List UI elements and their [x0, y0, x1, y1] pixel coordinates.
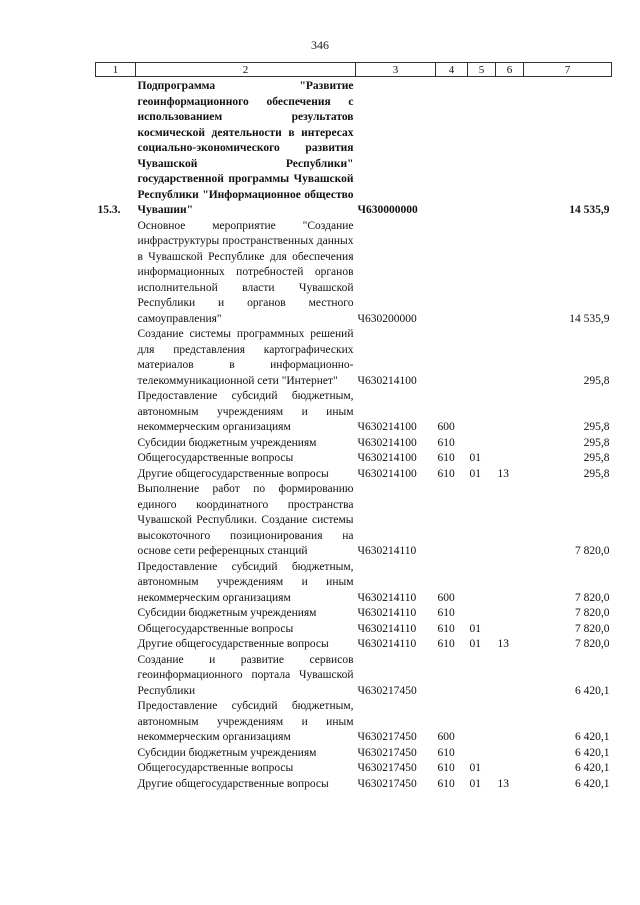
- table-row: [96, 436, 612, 452]
- row-subsection: [496, 761, 524, 777]
- table-row: [96, 482, 612, 560]
- row-number: 15.3.: [97, 204, 121, 216]
- row-number: [96, 653, 136, 700]
- header-row: [96, 63, 612, 77]
- row-number: [96, 451, 136, 467]
- row-section: [468, 746, 496, 762]
- row-expense-type: 610: [437, 777, 455, 790]
- row-amount: 6 420,1: [575, 746, 610, 759]
- row-target-code: Ч630214100: [357, 421, 417, 433]
- row-amount: 7 820,0: [575, 545, 610, 557]
- row-subsection: [496, 699, 524, 746]
- row-name: Предоставление субсидий бюджетным, автономным учреждениям и иным некоммерческим организациям: [137, 700, 354, 743]
- row-amount: 14 535,9: [569, 204, 610, 216]
- row-subsection: 13: [497, 777, 509, 790]
- row-target-code: Ч630214100: [357, 452, 417, 464]
- row-subsection: [496, 77, 524, 219]
- row-number: [96, 482, 136, 560]
- row-section: 01: [469, 467, 481, 480]
- row-number: [96, 327, 136, 389]
- table-row: [96, 606, 612, 622]
- row-name: Подпрограмма "Развитие геоинформационного обеспечения с использованием результатов космической деятельности в интересах социально-экономического развития Чувашской Республики" государственной программы Чувашской Республики "Информационное общество Чувашии": [137, 80, 354, 216]
- row-name: Создание системы программных решений для представления картографических материалов в информационно-телекоммуникационной сети "Интернет": [137, 328, 354, 387]
- row-target-code: Ч630217450: [357, 731, 417, 743]
- row-target-code: Ч630214110: [357, 591, 417, 604]
- row-subsection: [496, 389, 524, 436]
- row-name: Общегосударственные вопросы: [137, 622, 294, 635]
- row-section: [468, 77, 496, 219]
- row-section: [468, 653, 496, 700]
- table-header: [96, 63, 612, 77]
- row-name: Общегосударственные вопросы: [137, 762, 294, 774]
- row-name: Субсидии бюджетным учреждениям: [137, 607, 317, 619]
- row-expense-type: 600: [437, 421, 455, 433]
- row-section: 01: [469, 638, 481, 650]
- row-subsection: [496, 653, 524, 700]
- row-amount: 295,8: [583, 452, 610, 464]
- row-amount: 295,8: [583, 436, 610, 449]
- row-expense-type: 610: [437, 436, 455, 449]
- row-name: Общегосударственные вопросы: [137, 452, 294, 464]
- row-amount: 7 820,0: [575, 591, 610, 604]
- header-col-6: 6: [496, 63, 524, 77]
- budget-table: [95, 62, 612, 792]
- row-number: [96, 777, 136, 793]
- row-name: Другие общегосударственные вопросы: [137, 777, 329, 790]
- row-expense-type: 610: [437, 467, 455, 480]
- table-row: [96, 327, 612, 389]
- row-amount: 7 820,0: [575, 638, 610, 650]
- row-number: [96, 746, 136, 762]
- row-name: Предоставление субсидий бюджетным, автономным учреждениям и иным некоммерческим организациям: [137, 390, 354, 433]
- header-col-3: 3: [356, 63, 436, 77]
- table-row: [96, 467, 612, 483]
- row-amount: 295,8: [583, 374, 610, 387]
- table-row: [96, 699, 612, 746]
- header-col-5: 5: [468, 63, 496, 77]
- row-expense-type: 610: [437, 622, 455, 635]
- row-name: Выполнение работ по формированию единого координатного пространства Чувашской Республики. Создание системы высокоточного позиционирования на основе сети референцных станций: [137, 483, 354, 557]
- row-section: 01: [469, 452, 481, 464]
- row-target-code: Ч630000000: [357, 204, 418, 216]
- row-amount: 6 420,1: [575, 762, 610, 774]
- row-expense-type: 600: [437, 591, 455, 604]
- row-section: [468, 327, 496, 389]
- row-target-code: Ч630217450: [357, 777, 417, 790]
- row-expense-type: [436, 327, 468, 389]
- row-expense-type: [436, 219, 468, 328]
- row-amount: 6 420,1: [575, 684, 610, 697]
- row-subsection: [496, 482, 524, 560]
- row-name: Другие общегосударственные вопросы: [137, 638, 329, 650]
- row-subsection: [496, 327, 524, 389]
- header-col-2: 2: [136, 63, 356, 77]
- row-expense-type: 610: [437, 638, 455, 650]
- row-section: [468, 436, 496, 452]
- row-section: [468, 606, 496, 622]
- row-expense-type: 610: [437, 452, 455, 464]
- row-subsection: [496, 746, 524, 762]
- row-name: Другие общегосударственные вопросы: [137, 467, 329, 480]
- row-section: 01: [469, 622, 481, 635]
- row-subsection: 13: [497, 467, 509, 480]
- row-target-code: Ч630214110: [357, 607, 417, 619]
- row-number: [96, 467, 136, 483]
- table-row: [96, 451, 612, 467]
- row-expense-type: [436, 77, 468, 219]
- row-number: [96, 637, 136, 653]
- row-number: [96, 761, 136, 777]
- row-expense-type: 610: [437, 607, 455, 619]
- row-amount: 6 420,1: [575, 731, 610, 743]
- row-subsection: [496, 219, 524, 328]
- row-number: [96, 389, 136, 436]
- table-row: [96, 653, 612, 700]
- page-number: 346: [311, 38, 329, 52]
- row-target-code: Ч630214100: [357, 374, 417, 387]
- row-subsection: [496, 451, 524, 467]
- row-amount: 14 535,9: [569, 312, 610, 325]
- table-row: [96, 777, 612, 793]
- row-amount: 295,8: [583, 467, 610, 480]
- row-subsection: [496, 560, 524, 607]
- row-amount: 295,8: [583, 421, 610, 433]
- row-amount: 6 420,1: [575, 777, 610, 790]
- table-body: [96, 77, 612, 793]
- row-expense-type: 610: [437, 762, 455, 774]
- row-section: [468, 699, 496, 746]
- row-section: 01: [469, 777, 481, 790]
- row-number: [96, 699, 136, 746]
- row-name: Создание и развитие сервисов геоинформационного портала Чувашской Республики: [137, 653, 354, 697]
- row-section: [468, 219, 496, 328]
- row-expense-type: [436, 482, 468, 560]
- row-subsection: [496, 606, 524, 622]
- row-target-code: Ч630214110: [357, 622, 417, 635]
- row-target-code: Ч630217450: [357, 762, 417, 774]
- row-expense-type: 610: [437, 746, 455, 759]
- table-row: [96, 637, 612, 653]
- row-target-code: Ч630217450: [357, 684, 417, 697]
- table-row: [96, 622, 612, 638]
- row-number: [96, 436, 136, 452]
- row-name: Предоставление субсидий бюджетным, автономным учреждениям и иным некоммерческим организациям: [137, 560, 354, 604]
- row-name: Основное мероприятие "Создание инфраструктуры пространственных данных в Чувашской Республике для обеспечения информационных потребностей органов исполнительной власти Чувашской Республики и органов местного самоуправления": [137, 219, 354, 325]
- header-col-4: 4: [436, 63, 468, 77]
- row-name: Субсидии бюджетным учреждениям: [137, 746, 317, 759]
- row-amount: 7 820,0: [575, 622, 610, 635]
- row-amount: 7 820,0: [575, 607, 610, 619]
- row-number: [96, 560, 136, 607]
- row-subsection: [496, 436, 524, 452]
- row-number: [96, 606, 136, 622]
- table-row: [96, 389, 612, 436]
- row-expense-type: 600: [437, 731, 455, 743]
- row-section: [468, 560, 496, 607]
- row-target-code: Ч630200000: [357, 312, 417, 325]
- row-subsection: 13: [497, 638, 509, 650]
- table-row: [96, 761, 612, 777]
- header-col-7: 7: [524, 63, 612, 77]
- table-row: [96, 746, 612, 762]
- header-col-1: 1: [96, 63, 136, 77]
- table-row: [96, 219, 612, 328]
- row-target-code: Ч630214110: [357, 638, 417, 650]
- row-section: 01: [469, 762, 481, 774]
- row-section: [468, 482, 496, 560]
- row-number: [96, 622, 136, 638]
- table-row: [96, 560, 612, 607]
- row-subsection: [496, 622, 524, 638]
- row-expense-type: [436, 653, 468, 700]
- row-number: [96, 219, 136, 328]
- table-row: [96, 77, 612, 219]
- row-target-code: Ч630217450: [357, 746, 417, 759]
- row-target-code: Ч630214100: [357, 467, 417, 480]
- row-section: [468, 389, 496, 436]
- row-name: Субсидии бюджетным учреждениям: [137, 436, 317, 449]
- row-target-code: Ч630214110: [357, 545, 417, 557]
- row-target-code: Ч630214100: [357, 436, 417, 449]
